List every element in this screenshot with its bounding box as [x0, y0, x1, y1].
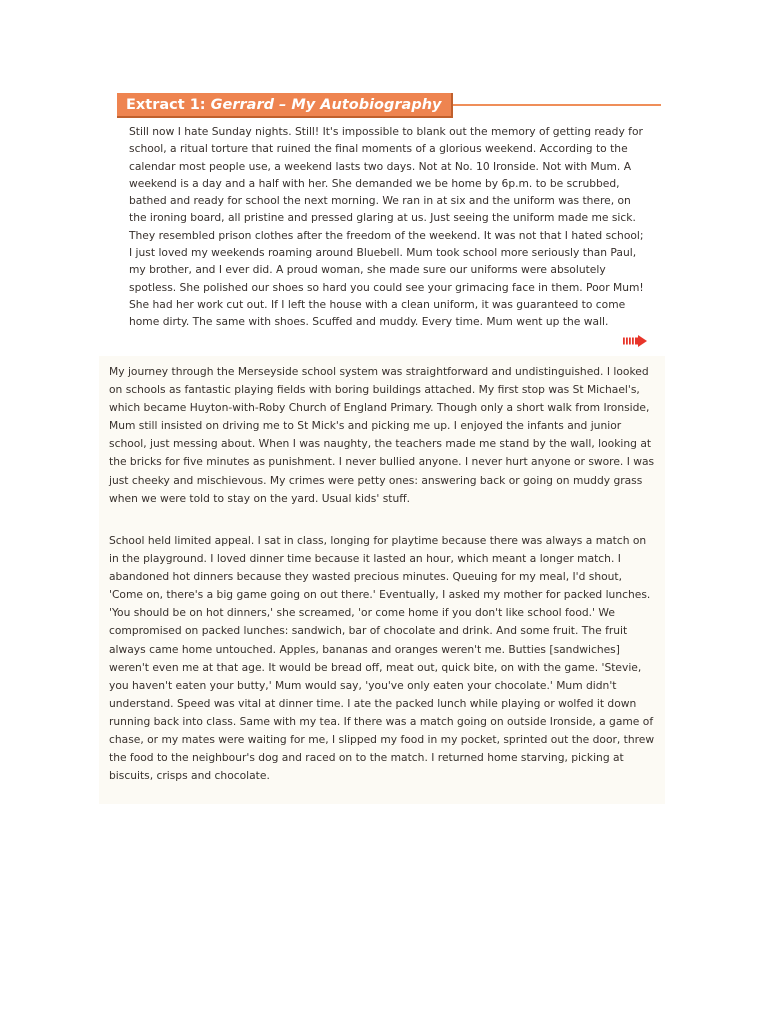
continuation-paragraph-2: School held limited appeal. I sat in class, longing for playtime because there was always a match on in the playground. I loved dinner time because it lasted an hour, which meant a longer match. I abandoned hot dinners because they wasted precious minutes. Queuing for my meal, I'd shout, 'Come on, there's a big game going on out there.' Eventually, I asked my mother for packed lunches. 'You should be on hot dinners,' she screamed, 'or come home if you don't like school food.' We compromised on packed lunches: sandwich, bar of chocolate and drink. And some fruit. The fruit always came home untouched. Apples, bananas and oranges weren't me. Butties [sandwiches] weren't even me at that age. It would be bread off, meat out, quick bite, on with the game. 'Stevie, you haven't eaten your butty,' Mum would say, 'you've only eaten your chocolate.' Mum didn't understand. Speed was vital at dinner time. I ate the packed lunch while playing or wolfed it down running back into class. Same with my tea. If there was a match going on outside Ironside, a game of chase, or my mates were waiting for me, I slipped my food in my pocket, sprinted out the door, threw the food to the neighbour's dog and raced on to the match. I returned home starving, picking at biscuits, crisps and chocolate. [109, 534, 655, 783]
arrow-right-icon [623, 335, 647, 347]
extract-header-title: Gerrard – My Autobiography [210, 97, 442, 113]
continuation-panel [99, 356, 665, 804]
continuation-paragraph-1: My journey through the Merseyside school system was straightforward and undistinguished. I looked on schools as fantastic playing fields with boring buildings attached. My first stop was St Michael's, which became Huyton-with-Roby Church of England Primary. Though only a short walk from Ironside, Mum still insisted on driving me to St Mick's and picking me up. I enjoyed the infants and junior school, just messing about. When I was naughty, the teachers made me stand by the wall, looking at the bricks for five minutes as punishment. I never bullied anyone. I never hurt anyone or swore. I was just cheeky and mischievous. My crimes were petty ones: answering back or going on muddy grass when we were told to stay on the yard. Usual kids' stuff. [109, 365, 655, 505]
extract-header [117, 93, 453, 118]
extract-paragraph: Still now I hate Sunday nights. Still! It's impossible to blank out the memory of getting ready for school, a ritual torture that ruined the final moments of a glorious weekend. According to the calendar most people use, a weekend lasts two days. Not at No. 10 Ironside. Not with Mum. A weekend is a day and a half with her. She demanded we be home by 6p.m. to be scrubbed, bathed and ready for school the next morning. We ran in at six and the uniform was there, on the ironing board, all pristine and pressed glaring at us. Just seeing the uniform made me sick. They resembled prison clothes after the freedom of the weekend. It was not that I hated school; I just loved my weekends roaming around Bluebell. Mum took school more seriously than Paul, my brother, and I ever did. A proud woman, she made sure our uniforms were absolutely spotless. She polished our shoes so hard you could see your grimacing face in them. Poor Mum! She had her work cut out. If I left the house with a clean uniform, it was guaranteed to come home dirty. The same with shoes. Scuffed and muddy. Every time. Mum went up the wall. [129, 125, 644, 329]
extract-panel [112, 118, 663, 352]
extract-header-prefix: Extract 1: [126, 97, 211, 113]
